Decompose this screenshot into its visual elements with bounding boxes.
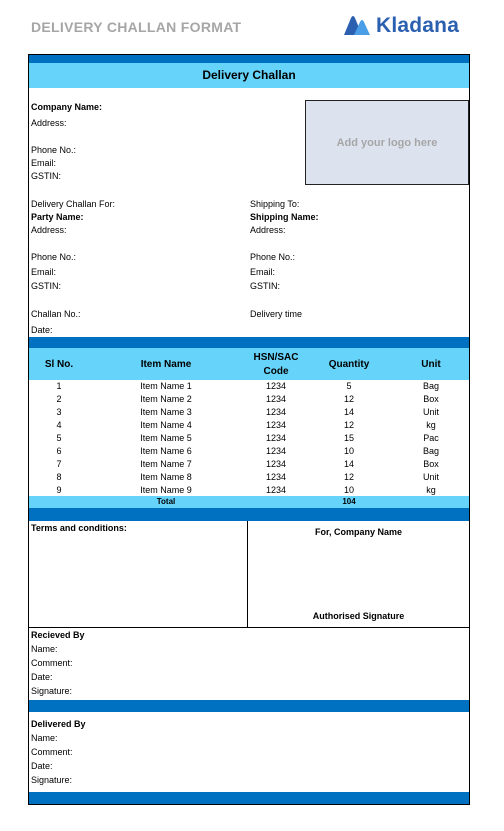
cell-qty: 14 [343,459,354,469]
received-comment-label: Comment: [31,658,73,668]
challan-sheet [28,54,470,805]
cell-item: Item Name 1 [140,381,192,391]
cell-unit: kg [426,420,436,430]
cell-sl: 8 [56,472,62,482]
total-qty: 104 [342,497,356,506]
party-address-label: Address: [31,225,67,235]
received-heading: Recieved By [31,630,85,640]
shipping-name-label: Shipping Name: [250,212,319,222]
col-header-sl: Sl No. [44,359,74,370]
cell-sl: 9 [56,485,62,495]
shipping-address-label: Address: [250,225,286,235]
cell-hsn: 1234 [265,420,287,430]
cell-hsn: 1234 [265,394,287,404]
cell-unit: Bag [422,446,439,456]
received-name-label: Name: [31,644,58,654]
cell-item: Item Name 3 [140,407,192,417]
challan-title: Delivery Challan [202,68,296,82]
delivered-name-label: Name: [31,733,58,743]
terms-bottom-line [29,627,469,628]
cell-unit: Box [423,394,439,404]
delivered-date-label: Date: [31,761,53,771]
cell-hsn: 1234 [265,472,287,482]
authorised-signature-label: Authorised Signature [312,611,405,621]
col-header-qty: Quantity [328,359,370,370]
cell-item: Item Name 6 [140,446,192,456]
logo-placeholder-text: Add your logo here [336,136,438,149]
kladana-logo-icon [343,15,371,37]
cell-qty: 10 [343,485,354,495]
delivered-heading: Delivered By [31,719,86,729]
challan-no-label: Challan No.: [31,309,81,319]
total-band [29,496,469,508]
cell-sl: 1 [56,381,62,391]
company-email-label: Email: [31,158,57,168]
cell-unit: kg [426,485,436,495]
challan-date-label: Date: [31,325,53,335]
delivery-time-label: Delivery time [250,309,303,319]
party-name-label: Party Name: [31,212,84,222]
shipping-phone-label: Phone No.: [250,252,296,262]
cell-hsn: 1234 [265,459,287,469]
company-gstin-label: GSTIN: [31,171,62,181]
total-label: Total [156,497,176,506]
cell-qty: 12 [343,420,354,430]
delivered-signature-label: Signature: [31,775,73,785]
cell-qty: 14 [343,407,354,417]
brand-logo [343,12,459,40]
cell-item: Item Name 2 [140,394,192,404]
table-bottom-band [29,508,469,521]
cell-sl: 2 [56,394,62,404]
party-email-label: Email: [31,267,57,277]
terms-label: Terms and conditions: [31,523,127,533]
sheet-bottom-band [29,792,469,804]
cell-qty: 12 [343,394,354,404]
cell-hsn: 1234 [265,446,287,456]
page-title: DELIVERY CHALLAN FORMAT [31,19,242,35]
shipping-email-label: Email: [250,267,276,277]
cell-item: Item Name 5 [140,433,192,443]
cell-unit: Unit [422,472,439,482]
shipping-gstin-label: GSTIN: [250,281,281,291]
cell-unit: Bag [422,381,439,391]
company-phone-label: Phone No.: [31,145,77,155]
col-header-hsn-code: Code [263,366,289,377]
for-company-label: For, Company Name [314,527,403,537]
cell-unit: Pac [423,433,439,443]
shipping-to-heading: Shipping To: [250,199,300,209]
cell-qty: 10 [343,446,354,456]
party-gstin-label: GSTIN: [31,281,62,291]
cell-sl: 5 [56,433,62,443]
cell-item: Item Name 7 [140,459,192,469]
cell-hsn: 1234 [265,407,287,417]
cell-sl: 7 [56,459,62,469]
delivered-comment-label: Comment: [31,747,73,757]
company-address-label: Address: [31,118,67,128]
cell-item: Item Name 8 [140,472,192,482]
cell-unit: Box [423,459,439,469]
company-name-label: Company Name: [31,102,103,112]
challan-for-heading: Delivery Challan For: [31,199,116,209]
table-top-band [29,337,469,348]
cell-sl: 4 [56,420,62,430]
cell-hsn: 1234 [265,485,287,495]
cell-qty: 15 [343,433,354,443]
received-date-label: Date: [31,672,53,682]
party-phone-label: Phone No.: [31,252,77,262]
cell-qty: 5 [346,381,352,391]
col-header-item: Item Name [140,359,192,370]
cell-hsn: 1234 [265,381,287,391]
top-band [29,55,469,63]
cell-item: Item Name 4 [140,420,192,430]
brand-name: Kladana [376,14,460,37]
cell-sl: 3 [56,407,62,417]
logo-placeholder[interactable] [305,100,469,185]
cell-unit: Unit [422,407,439,417]
col-header-unit: Unit [421,359,441,370]
col-header-hsn: HSN/SAC [253,352,299,363]
cell-item: Item Name 9 [140,485,192,495]
received-signature-label: Signature: [31,686,73,696]
received-bottom-band [29,700,469,712]
cell-qty: 12 [343,472,354,482]
cell-sl: 6 [56,446,62,456]
cell-hsn: 1234 [265,433,287,443]
